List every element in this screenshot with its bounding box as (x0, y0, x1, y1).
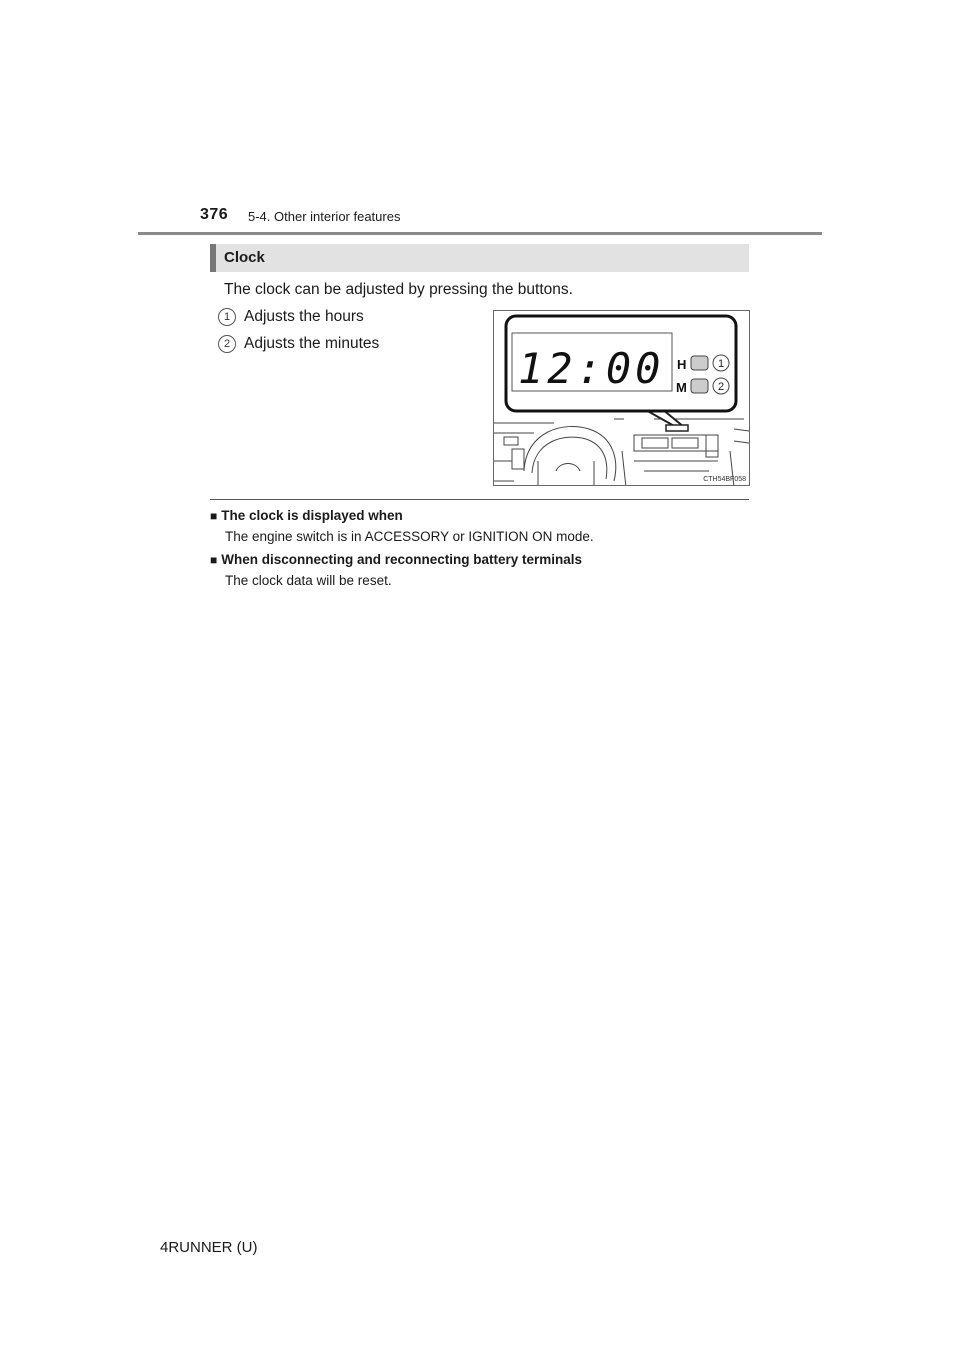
callout-number-1-icon: 1 (218, 308, 236, 326)
note-heading-display (210, 508, 403, 523)
callout-label-minutes: Adjusts the minutes (244, 335, 380, 352)
callout-item-hours (218, 307, 364, 327)
note-heading-battery-text: When disconnecting and reconnecting battery terminals (221, 552, 583, 567)
section-title: Clock (224, 249, 265, 266)
callout-2-label: 2 (717, 381, 725, 393)
clock-location-marker (666, 425, 688, 431)
note-body-display: The engine switch is in ACCESSORY or IGNITION ON mode. (225, 529, 594, 544)
callout-item-minutes (218, 334, 379, 354)
callout-1-label: 1 (717, 358, 725, 370)
section-path: 5-4. Other interior features (248, 209, 401, 224)
dashboard-drawing (494, 311, 750, 486)
minute-button-label: M (676, 380, 687, 395)
note-heading-battery (210, 552, 582, 567)
hour-button-icon (691, 356, 708, 370)
intro-text: The clock can be adjusted by pressing the buttons. (224, 281, 573, 298)
square-bullet-icon: ■ (210, 509, 218, 523)
minute-button-icon (691, 379, 708, 393)
note-body-battery: The clock data will be reset. (225, 573, 392, 588)
note-heading-display-text: The clock is displayed when (221, 508, 403, 523)
hour-button-label: H (677, 357, 687, 372)
footer-model: 4RUNNER (U) (160, 1239, 258, 1256)
header-rule (138, 232, 822, 235)
page-number: 376 (200, 206, 229, 223)
clock-illustration (493, 310, 750, 486)
callout-number-2-icon: 2 (218, 335, 236, 353)
notes-divider (210, 499, 749, 500)
illustration-code: CTH54BF058 (703, 476, 746, 483)
callout-label-hours: Adjusts the hours (244, 308, 364, 325)
clock-display-text: 12:00 (518, 344, 665, 393)
section-heading (210, 244, 749, 272)
square-bullet-icon: ■ (210, 553, 218, 567)
